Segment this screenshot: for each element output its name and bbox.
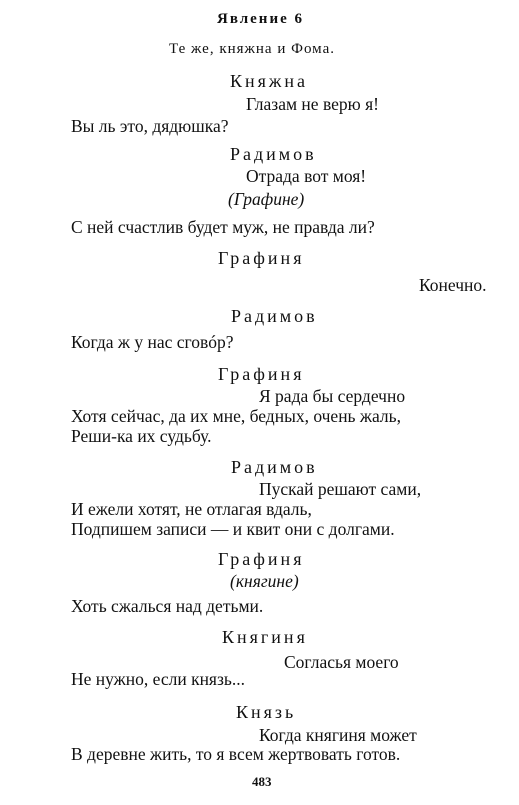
verse-line: Реши-ка их судьбу. [71,426,212,446]
verse-line: Хотя сейчас, да их мне, бедных, очень жаль, [71,406,402,426]
verse-line: И ежели хотят, не отлагая вдаль, [71,499,312,519]
cast-line: Те же, княжна и Фома. [169,41,335,57]
verse-line: Подпишем записи — и квит они с долгами. [71,519,395,539]
speaker-name: Графиня [218,549,305,569]
verse-line: Отрада вот моя! [246,166,367,186]
verse-line: В деревне жить, то я всем жертвовать готов. [71,744,401,764]
speaker-name: Радимов [231,306,318,326]
speaker-name: Радимов [230,144,317,164]
verse-line: Когда ж у нас сговóр? [71,332,234,352]
verse-line: С ней счастлив будет муж, не правда ли? [71,217,375,237]
verse-line: Согласья моего [284,652,399,672]
speaker-name: Графиня [218,248,305,268]
stage-direction: (княгине) [230,571,299,591]
verse-line: Не нужно, если князь... [71,669,246,689]
verse-line: Хоть сжалься над детьми. [71,596,264,616]
stage-direction: (Графине) [228,189,305,209]
verse-line: Конечно. [419,275,487,295]
verse-line: Вы ль это, дядюшка? [71,116,229,136]
verse-line: Пускай решают сами, [259,479,422,499]
scene-title: Явление 6 [217,11,305,27]
speaker-name: Княжна [230,71,308,91]
verse-line: Я рада бы сердечно [259,386,406,406]
page-number: 483 [252,774,272,789]
speaker-name: Князь [236,702,297,722]
speaker-name: Княгиня [222,627,308,647]
verse-line: Глазам не верю я! [246,94,379,114]
verse-line: Когда княгиня может [259,725,417,745]
speaker-name: Графиня [218,364,305,384]
speaker-name: Радимов [231,457,318,477]
